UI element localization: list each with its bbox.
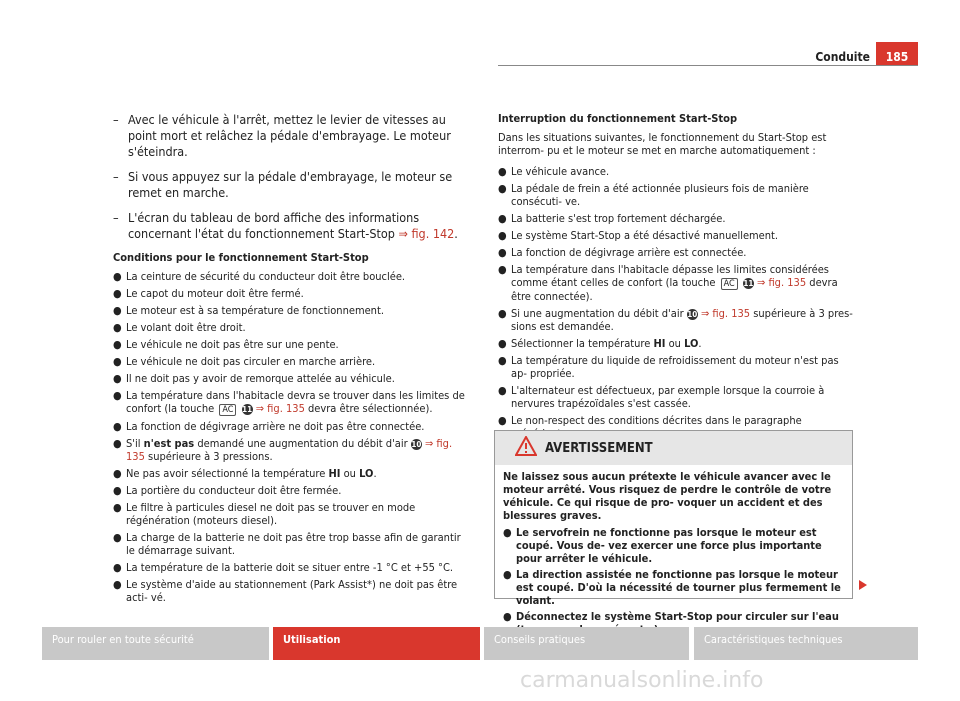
continue-arrow-icon [859,580,867,590]
step-item: – L'écran du tableau de bord affiche des informations concernant l'état du fonctionnement Start-Stop ⇒ fig. 142. [113,210,458,241]
right-column [498,112,854,444]
list-item: ● La charge de la batterie ne doit pas être trop basse afin de garantir le démarrage suivant. [113,531,461,557]
list-item: ● La fonction de dégivrage arrière est connectée. [498,246,747,259]
callout-number: 11 [743,279,754,288]
fig-link[interactable]: ⇒ fig. 135 [757,276,807,289]
warning-item: ● La direction assistée ne fonctionne pas lorsque le moteur est coupé. D'où la nécessité de tourner plus fermement le volant. [503,568,841,607]
footer-tab-caracteristiques[interactable]: Caractéristiques techniques [694,627,918,660]
list-item: ● L'alternateur est défectueux, par exemple lorsque la courroie à nervures trapézoïdales s'est cassée. [498,384,825,410]
warning-item: ● Déconnectez le système Start-Stop pour circuler sur l'eau [503,610,839,623]
step-item: – Si vous appuyez sur la pédale d'embrayage, le moteur se remet en marche. [113,169,453,200]
callout-number: 10 [687,310,698,319]
list-item: ● Il ne doit pas y avoir de remorque attelée au véhicule. [113,372,395,385]
list-item: ● Le véhicule ne doit pas circuler en marche arrière. [113,355,376,368]
fig-link[interactable]: ⇒ fig. 142 [398,226,455,241]
footer-tab-conseils[interactable]: Conseils pratiques [484,627,689,660]
footer-tab-safety[interactable]: Pour rouler en toute sécurité [42,627,269,660]
list-item: ● Le capot du moteur doit être fermé. [113,287,304,300]
list-item: ● La température du liquide de refroidissement du moteur n'est pas ap- propriée. [498,354,839,380]
step-item: – Avec le véhicule à l'arrêt, mettez le levier de vitesses au point mort et relâchez la pédale d'embrayage. Le moteur s'éteindra. [113,112,451,159]
list-item: ● La ceinture de sécurité du conducteur doit être bouclée. [113,270,406,283]
ac-key: AC [219,404,236,416]
page-number: 185 [876,42,918,66]
list-item: ● La pédale de frein a été actionnée plusieurs fois de manière consécuti- ve. [498,182,809,208]
section-title: Conduite [815,50,870,64]
list-item: ● Le moteur est à sa température de fonctionnement. [113,304,384,317]
list-item: ● La batterie s'est trop fortement déchargée. [498,212,726,225]
list-item: ● Le véhicule avance. [498,165,610,178]
intro-paragraph: Dans les situations suivantes, le fonctionnement du Start-Stop est interrom- pu et le moteur se met en marche automatiquement : [498,131,827,157]
list-item: ● Le non-respect des conditions décrites dans le paragraphe [498,414,802,427]
list-item: ● La portière du conducteur doit être fermée. [113,484,342,497]
warning-box [494,430,853,623]
fig-link[interactable]: ⇒ fig. 135 [255,402,305,415]
ac-key: AC [721,278,738,290]
list-item: ● Le filtre à particules diesel ne doit pas se trouver en mode régénération (moteurs diesel). [113,501,416,527]
list-item: ● Le système Start-Stop a été désactivé manuellement. [498,229,779,242]
list-item: ● La fonction de dégivrage arrière ne doit pas être connectée. [113,420,425,433]
callout-number: 11 [242,405,253,414]
fig-link[interactable]: ⇒ fig. 135 [700,307,751,320]
list-item: ● La température dans l'habitacle dépasse les limites considérées comme étant celles de confort (la touche AC 11 ⇒ fig. 135 devra être connectée). [498,263,838,303]
list-item: ● Sélectionner la température HI ou LO. [498,337,702,350]
watermark: carmanualsonline.info [520,668,764,693]
list-item: ● La température de la batterie doit se situer entre -1 °C et +55 °C. [113,561,454,574]
list-item: ● Le véhicule ne doit pas être sur une pente. [113,338,339,351]
list-item: ● Ne pas avoir sélectionné la température HI ou LO. [113,467,377,480]
warning-lead: Ne laissez sous aucun prétexte le véhicule avancer avec le moteur arrêté. Vous risquez de perdre le contrôle de votre véhicule. Ce qui risque de pro- voquer un accident et des blessures graves. [503,470,832,522]
list-item: ● S'il n'est pas demandé une augmentation du débit d'air 10 ⇒ fig. 135 supérieure à 3 pressions. [113,437,453,463]
warning-header [495,431,852,465]
footer-tab-utilisation[interactable]: Utilisation [273,627,480,660]
left-column [113,112,465,608]
warning-item: ● Le servofrein ne fonctionne pas lorsque le moteur est coupé. Vous de- vez exercer une force plus importante pour arrêter le véhicule. [503,526,822,565]
header-rule [498,65,918,66]
warning-title: AVERTISSEMENT [545,441,653,456]
list-item: ● Le volant doit être droit. [113,321,246,334]
list-item: ● Le système d'aide au stationnement (Park Assist*) ne doit pas être acti- vé. [113,578,458,604]
warning-triangle-icon [515,436,537,456]
list-item: ● La température dans l'habitacle devra se trouver dans les limites de confort (la touche AC 11 ⇒ fig. 135 devra être sélectionnée). [113,389,465,415]
interruption-heading: Interruption du fonctionnement Start-Stop [498,112,738,125]
list-item: ● Si une augmentation du débit d'air 10 ⇒ fig. 135 supérieure à 3 pres- sions est demandée. [498,307,853,333]
fig-link[interactable]: ⇒ fig. 135 [126,437,453,463]
conditions-heading: Conditions pour le fonctionnement Start-Stop [113,251,369,264]
callout-number: 10 [411,440,422,449]
